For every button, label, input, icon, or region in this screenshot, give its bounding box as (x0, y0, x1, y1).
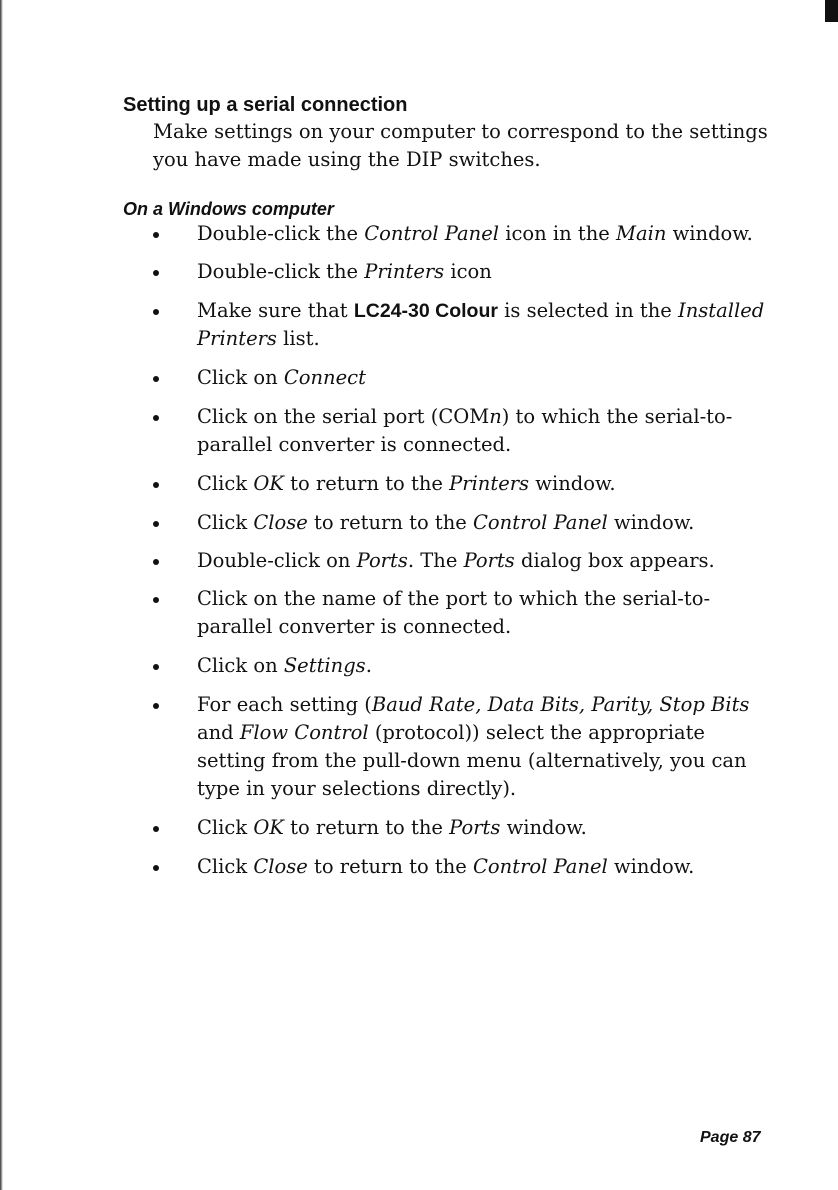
step-item (153, 297, 773, 353)
step-text: to return to the (307, 511, 474, 534)
section-intro: Make settings on your computer to correspond to the settings you have made using the DIP switches. (153, 120, 768, 171)
page-number: Page 87 (700, 1129, 761, 1146)
step-text: to return to the (283, 816, 450, 839)
ui-term: Close (253, 511, 308, 534)
step-text: Click (197, 816, 254, 839)
bullet-icon (153, 482, 159, 488)
ui-term: Connect (283, 366, 366, 389)
ui-term: Ports (463, 549, 515, 572)
printer-name: LC24-30 Colour (353, 300, 498, 322)
ui-term: n (489, 405, 502, 428)
step-text: list. (276, 327, 320, 350)
step-text: to return to the (283, 472, 450, 495)
step-text: For each setting ( (197, 693, 372, 716)
step-text: is selected in the (497, 299, 679, 322)
ui-term: Flow Control (239, 721, 369, 744)
step-text: Click on the name of the port to which the serial-to-parallel converter is connected. (197, 587, 711, 638)
bullet-icon (153, 270, 159, 276)
step-text: Make sure that (197, 299, 354, 322)
step-text: dialog box appears. (514, 549, 715, 572)
ui-term: Ports (356, 549, 408, 572)
ui-term: Control Panel (473, 855, 608, 878)
ui-term: Printers (364, 260, 445, 283)
step-item (153, 691, 773, 803)
step-item (153, 509, 773, 537)
step-item (153, 853, 773, 881)
ui-term: Ports (449, 816, 501, 839)
step-item (153, 470, 773, 498)
step-item (153, 364, 773, 392)
ui-term: Printers (449, 472, 530, 495)
step-text: Click (197, 511, 254, 534)
step-item (153, 547, 773, 575)
step-item (153, 403, 773, 459)
step-text: Click on (197, 366, 284, 389)
ui-term: Control Panel (473, 511, 608, 534)
ui-term: Main (616, 222, 667, 245)
step-item (153, 258, 773, 286)
bullet-icon (153, 703, 159, 709)
bullet-icon (153, 664, 159, 670)
page-left-edge (0, 0, 3, 1190)
bullet-icon (153, 597, 159, 603)
step-item (153, 585, 773, 641)
ui-term: Installed Printers (197, 299, 765, 350)
step-text: window. (666, 222, 753, 245)
bullet-icon (153, 559, 159, 565)
step-text: Click (197, 472, 254, 495)
corner-mark (825, 0, 838, 22)
step-text: and (197, 721, 240, 744)
step-text: icon (444, 260, 492, 283)
step-text: Click (197, 855, 254, 878)
section-title: Setting up a serial connection (123, 94, 408, 116)
step-text: window. (607, 511, 695, 534)
step-text: window. (500, 816, 587, 839)
step-text: window. (529, 472, 616, 495)
step-text: Double-click on (197, 549, 357, 572)
step-text: (protocol)) select the appropriate setting from the pull-down menu (alternatively, you can type in your selections directly). (197, 721, 747, 800)
ui-term: Control Panel (364, 222, 500, 245)
subsection-title: On a Windows computer (123, 199, 334, 219)
bullet-icon (153, 521, 159, 527)
step-item (153, 652, 773, 680)
steps-list (153, 220, 773, 892)
ui-term: OK (253, 816, 284, 839)
bullet-icon (153, 376, 159, 382)
ui-term: Baud Rate, Data Bits, Parity, Stop Bits (371, 693, 750, 716)
step-text: window. (607, 855, 695, 878)
step-text: . (365, 654, 372, 677)
bullet-icon (153, 826, 159, 832)
bullet-icon (153, 232, 159, 238)
ui-term: Settings (283, 654, 366, 677)
bullet-icon (153, 309, 159, 315)
step-text: . The (407, 549, 464, 572)
step-text: Click on the serial port (COM (197, 405, 490, 428)
step-text: to return to the (307, 855, 474, 878)
step-text: icon in the (499, 222, 616, 245)
ui-term: OK (253, 472, 284, 495)
step-item (153, 814, 773, 842)
step-text: Double-click the (197, 260, 365, 283)
step-item (153, 220, 773, 248)
step-text: Click on (197, 654, 284, 677)
ui-term: Close (253, 855, 308, 878)
bullet-icon (153, 865, 159, 871)
step-text: Double-click the (197, 222, 365, 245)
step-text: ) to which the serial-to-parallel converter is connected. (197, 405, 733, 456)
bullet-icon (153, 415, 159, 421)
